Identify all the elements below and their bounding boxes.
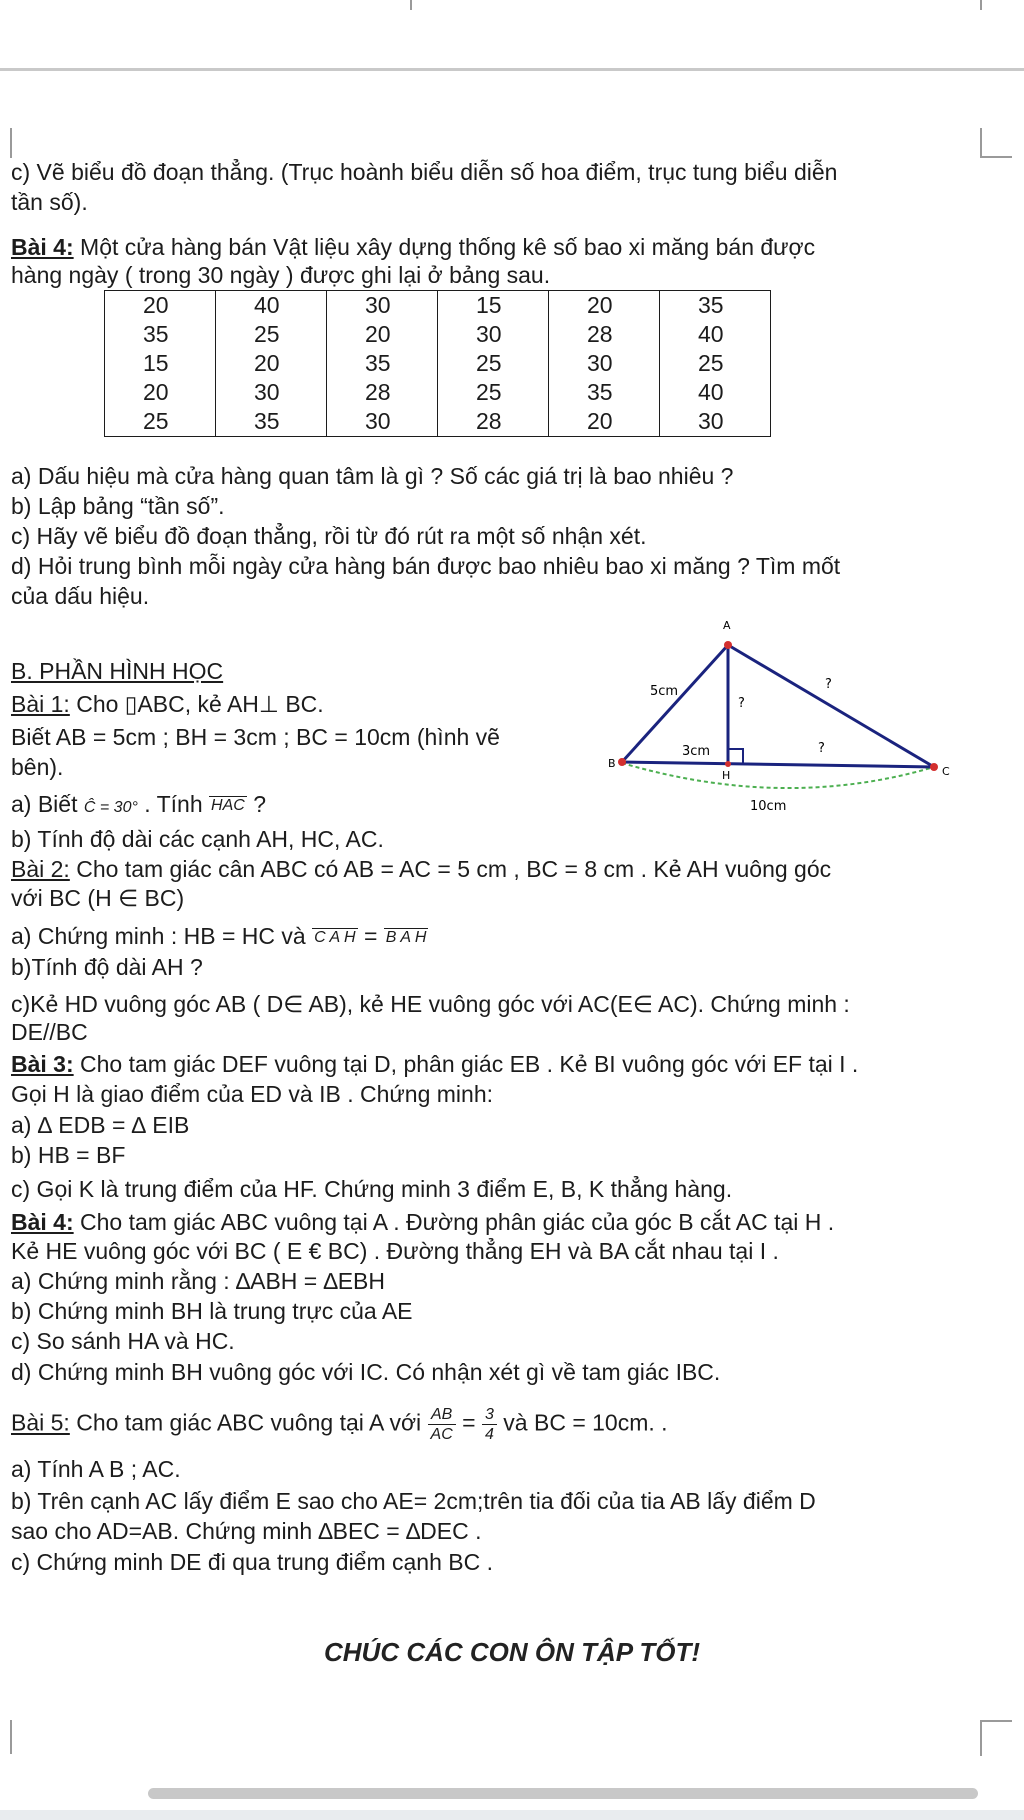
table-cell: 40	[660, 378, 771, 407]
text-line: c)Kẻ HD vuông góc AB ( D∈ AB), kẻ HE vuông góc với AC(E∈ AC). Chứng minh :	[11, 991, 850, 1017]
text-line	[11, 790, 266, 822]
label-ac: ?	[825, 677, 832, 692]
fraction	[428, 1405, 456, 1444]
exercise-label: Bài 3:	[11, 1051, 74, 1077]
text-line: DE//BC	[11, 1019, 88, 1045]
text-line: tần số).	[11, 189, 88, 215]
text: ?	[246, 791, 266, 817]
table-cell: 30	[327, 407, 438, 437]
page-corner-mark	[980, 1720, 1012, 1756]
right-angle-mark	[728, 749, 743, 764]
fraction	[482, 1405, 497, 1444]
angle-math: B A H	[385, 929, 427, 946]
segment-bc	[622, 762, 934, 767]
text-line: Biết AB = 5cm ; BH = 3cm ; BC = 10cm (hình vẽ	[11, 724, 500, 750]
horizontal-scrollbar[interactable]	[148, 1788, 978, 1799]
text-line: d) Chứng minh BH vuông góc với IC. Có nhận xét gì về tam giác IBC.	[11, 1359, 721, 1385]
closing-message: CHÚC CÁC CON ÔN TẬP TỐT!	[323, 1637, 700, 1667]
table-cell: 30	[327, 291, 438, 321]
text-line: c) Gọi K là trung điểm của HF. Chứng minh 3 điểm E, B, K thẳng hàng.	[11, 1176, 733, 1202]
table-cell: 30	[438, 320, 549, 349]
data-table	[104, 290, 771, 437]
text: =	[357, 923, 384, 949]
table-cell: 35	[105, 320, 216, 349]
text-line: sao cho AD=AB. Chứng minh ∆BEC = ∆DEC .	[11, 1518, 482, 1544]
label-bc: 10cm	[750, 799, 787, 814]
bottom-bar	[0, 1810, 1024, 1820]
table-cell: 15	[438, 291, 549, 321]
table-cell: 20	[105, 291, 216, 321]
label-a: A	[723, 619, 731, 632]
table-cell: 25	[438, 378, 549, 407]
page-corner-mark	[980, 128, 1012, 158]
table-cell: 15	[105, 349, 216, 378]
table-row	[105, 291, 771, 321]
page-separator	[0, 68, 1024, 71]
point-a	[724, 641, 732, 649]
label-ab: 5cm	[650, 684, 679, 699]
text-line	[11, 922, 428, 951]
label-bh: 3cm	[682, 744, 711, 759]
table-cell: 35	[549, 378, 660, 407]
text-line: a) Dấu hiệu mà cửa hàng quan tâm là gì ? Số các giá trị là bao nhiêu ?	[11, 463, 734, 489]
text-line: b)Tính độ dài AH ?	[11, 954, 203, 980]
section-heading	[11, 657, 223, 686]
table-cell: 20	[216, 349, 327, 378]
point-h	[725, 761, 731, 767]
text: Cho tam giác ABC vuông tại A với	[69, 1409, 428, 1436]
text-line: Kẻ HE vuông góc với BC ( E € BC) . Đường thẳng EH và BA cắt nhau tại I .	[11, 1238, 779, 1264]
table-row	[105, 407, 771, 437]
text-line: c) Chứng minh DE đi qua trung điểm cạnh BC .	[11, 1549, 494, 1575]
label-hc: ?	[818, 741, 825, 756]
denominator: AC	[430, 1426, 453, 1443]
text-line: a) Tính A B ; AC.	[11, 1456, 181, 1482]
text: Cho tam giác DEF vuông tại D, phân giác EB . Kẻ BI vuông góc với EF tại I .	[73, 1051, 859, 1077]
text-line: bên).	[11, 754, 64, 780]
exercise-label: Bài 4:	[11, 234, 74, 260]
denominator: 4	[485, 1426, 494, 1443]
text: a) Biết	[11, 791, 84, 817]
table-row	[105, 378, 771, 407]
text-line: b) HB = BF	[11, 1142, 126, 1168]
text-line: b) Lập bảng “tần số”.	[11, 493, 225, 519]
segment-ab	[622, 645, 728, 762]
point-c	[930, 763, 938, 771]
exercise-label: Bài 1:	[11, 691, 70, 717]
segment-ac	[728, 645, 934, 767]
table-cell: 35	[327, 349, 438, 378]
text-line: b) Trên cạnh AC lấy điểm E sao cho AE= 2cm;trên tia đối của tia AB lấy điểm D	[11, 1488, 816, 1514]
bai1-statement	[11, 690, 324, 719]
table-cell: 35	[216, 407, 327, 437]
table-cell: 30	[549, 349, 660, 378]
text-line: c) Hãy vẽ biểu đồ đoạn thẳng, rồi từ đó rút ra một số nhận xét.	[11, 523, 647, 549]
text-line: c) Vẽ biểu đồ đoạn thẳng. (Trục hoành biểu diễn số hoa điểm, trục tung biểu diễn	[11, 159, 838, 185]
text-line	[11, 261, 550, 290]
text: =	[455, 1409, 482, 1436]
numerator: AB	[428, 1405, 456, 1425]
page-corner-mark	[10, 128, 14, 158]
table-cell: 35	[660, 291, 771, 321]
table-cell: 28	[549, 320, 660, 349]
table-cell: 30	[216, 378, 327, 407]
table-row	[105, 320, 771, 349]
text-line: c) So sánh HA và HC.	[11, 1328, 235, 1354]
table-cell: 20	[549, 407, 660, 437]
bai4b-statement	[11, 1208, 834, 1237]
top-tick	[410, 0, 412, 10]
label-b: B	[608, 757, 616, 770]
top-tick	[980, 0, 982, 10]
section-title: B. PHẦN HÌNH HỌC	[11, 658, 224, 684]
angle-math: HAC	[211, 797, 245, 814]
text-line: b) Tính độ dài các cạnh AH, HC, AC.	[11, 826, 384, 852]
text: Cho tam giác cân ABC có AB = AC = 5 cm , BC = 8 cm . Kẻ AH vuông góc	[69, 856, 832, 882]
text: và BC = 10cm. .	[496, 1409, 668, 1436]
point-b	[618, 758, 626, 766]
top-blank-area	[0, 0, 1024, 68]
label-c: C	[942, 765, 950, 778]
text: hàng ngày ( trong 30 ngày ) được ghi lại ở bảng sau.	[11, 262, 551, 288]
table-cell: 28	[438, 407, 549, 437]
text: Cho tam giác ABC vuông tại A . Đường phân giác của góc B cắt AC tại H .	[73, 1209, 835, 1235]
label-h: H	[722, 769, 731, 782]
exercise-label: Bài 5:	[11, 1409, 70, 1436]
text: a) Chứng minh : HB = HC và	[11, 923, 313, 949]
table-cell: 40	[216, 291, 327, 321]
bai2-statement	[11, 855, 831, 884]
table-cell: 28	[327, 378, 438, 407]
triangle-figure	[610, 615, 960, 820]
table-cell: 25	[105, 407, 216, 437]
triangle-svg	[610, 615, 960, 815]
table-cell: 25	[216, 320, 327, 349]
text-line: a) ∆ EDB = ∆ EIB	[11, 1112, 190, 1138]
math: Ĉ = 30°	[83, 799, 138, 816]
text-line: với BC (H ∈ BC)	[11, 885, 185, 911]
angle-math: C A H	[314, 929, 356, 946]
bai4-statement	[11, 233, 815, 262]
bai3-statement	[11, 1050, 858, 1079]
text-line: b) Chứng minh BH là trung trực của AE	[11, 1298, 413, 1324]
label-ah: ?	[738, 696, 745, 711]
table-cell: 25	[660, 349, 771, 378]
exercise-label: Bài 2:	[11, 856, 70, 882]
table-cell: 20	[105, 378, 216, 407]
text: . Tính	[137, 791, 210, 817]
numerator: 3	[482, 1405, 497, 1425]
table-cell: 25	[438, 349, 549, 378]
text-line: của dấu hiệu.	[11, 583, 150, 609]
text-line: a) Chứng minh rằng : ∆ABH = ∆EBH	[11, 1268, 385, 1294]
bai5-statement	[11, 1405, 668, 1444]
text: Cho ▯ABC, kẻ AH⊥ BC.	[69, 691, 324, 717]
exercise-label: Bài 4:	[11, 1209, 74, 1235]
text: Một cửa hàng bán Vật liệu xây dựng thống kê số bao xi măng bán được	[73, 234, 816, 260]
page-corner-mark	[10, 1720, 14, 1754]
text-line: d) Hỏi trung bình mỗi ngày cửa hàng bán được bao nhiêu bao xi măng ? Tìm mốt	[11, 553, 841, 579]
table-cell: 30	[660, 407, 771, 437]
table-cell: 40	[660, 320, 771, 349]
table-row	[105, 349, 771, 378]
table-cell: 20	[549, 291, 660, 321]
text-line: Gọi H là giao điểm của ED và IB . Chứng minh:	[11, 1081, 494, 1107]
table-cell: 20	[327, 320, 438, 349]
